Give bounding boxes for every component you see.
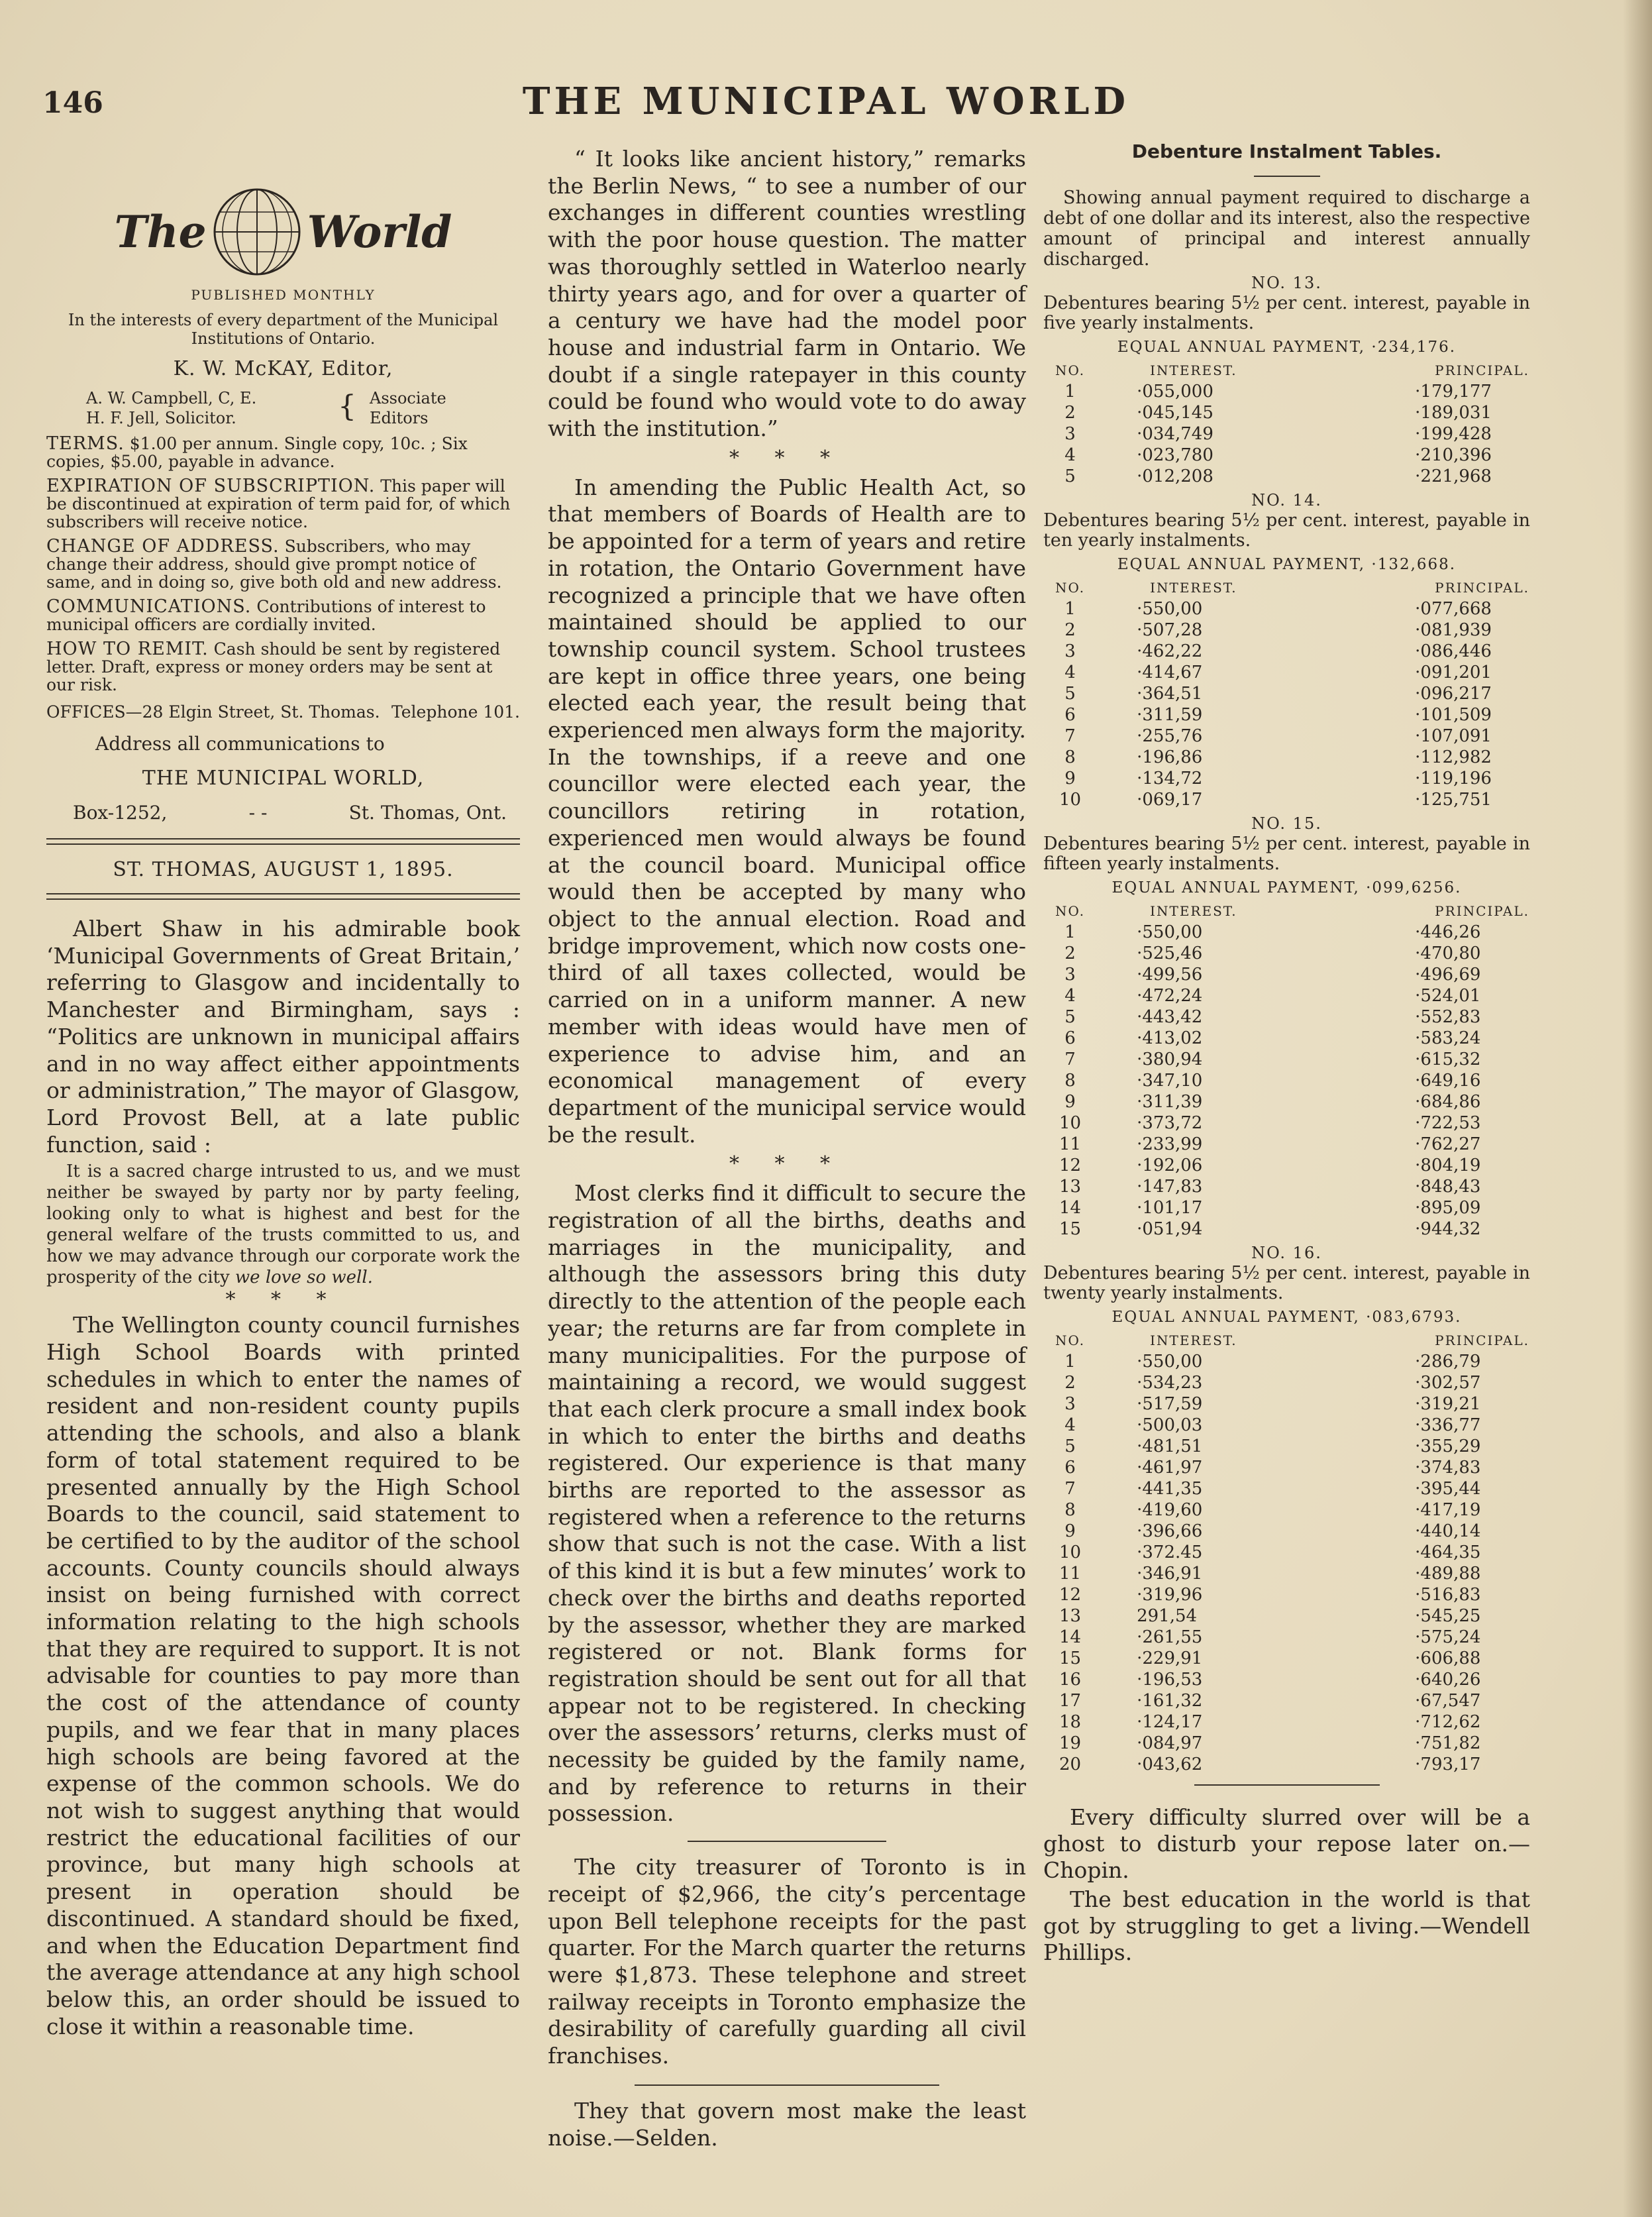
row-interest: ·069,17 — [1137, 790, 1203, 810]
bell-quote: It is a sacred charge intrusted to us, and we must neither be swayed by party nor by party feeling, looking only to what is highest and best for the general welfare of the trusts committed to us, and how we may advance through our corporate work the prosperity of the city we love so well. — [46, 1162, 520, 1288]
table-row — [1043, 789, 1530, 810]
page-number: 146 — [42, 86, 103, 120]
table-number: NO. 14. — [1251, 491, 1322, 510]
table-row — [1043, 1478, 1530, 1499]
table-row — [1043, 1218, 1530, 1240]
row-number: 1 — [1064, 922, 1076, 942]
address-name: THE MUNICIPAL WORLD, — [142, 767, 425, 790]
row-number: 6 — [1064, 1458, 1076, 1478]
header-no: NO. — [1055, 903, 1086, 919]
associate-role: Associate — [370, 389, 446, 407]
equal-annual-payment: EQUAL ANNUAL PAYMENT, ·132,668. — [1117, 556, 1457, 573]
selden-paragraph: They that govern most make the least noise.—Selden. — [548, 2097, 1026, 2151]
table-row — [1043, 1028, 1530, 1049]
row-interest: ·499,56 — [1137, 965, 1203, 985]
communications-notice: COMMUNICATIONS. Contributions of interest to municipal officers are cordially invited. — [46, 596, 486, 634]
row-principal: ·464,35 — [1415, 1542, 1481, 1562]
table-row — [1043, 1091, 1530, 1112]
row-number: 19 — [1059, 1733, 1082, 1753]
row-principal: ·793,17 — [1415, 1755, 1481, 1774]
table-row — [1043, 1372, 1530, 1393]
row-number: 5 — [1064, 1436, 1076, 1456]
table-row — [1043, 1499, 1530, 1521]
table-row — [1043, 1197, 1530, 1218]
row-interest: ·550,00 — [1137, 922, 1203, 942]
table-row — [1043, 1134, 1530, 1155]
row-number: 16 — [1059, 1670, 1082, 1690]
logo-word-world: World — [307, 206, 452, 258]
box-line: Box-1252, - - St. Thomas, Ont. — [73, 802, 507, 824]
row-interest: ·034,749 — [1137, 424, 1213, 444]
wellington-article — [46, 1312, 520, 2040]
row-principal: ·125,751 — [1415, 790, 1492, 810]
row-principal: ·119,196 — [1415, 769, 1492, 788]
row-number: 6 — [1064, 705, 1076, 725]
debenture-tables — [1043, 274, 1530, 1775]
row-number: 13 — [1059, 1177, 1082, 1197]
table-header-row — [1043, 360, 1530, 381]
table-row — [1043, 1690, 1530, 1711]
row-number: 2 — [1064, 1373, 1076, 1393]
table-row — [1043, 445, 1530, 466]
table-header-row — [1043, 1330, 1530, 1351]
phillips-quote: The best education in the world is that got by struggling to get a living.—Wendell Phillips. — [1043, 1886, 1530, 1965]
public-health-paragraph: In amending the Public Health Act, so that members of Boards of Health are to be appointed for a term of years and retire in rotation, the Ontario Government have recognized a principle that we have often maintained should be applied to our township council system. School trustees are kept in office three years, one being elected each year, the result being that experienced men always form the majority. In the townships, if a reeve and one councillor were elected each year, the councillors retiring in rotation, experienced men would always be found at the council board. Municipal office would then be accepted by many who object to the annual election. Road and bridge improvement, which now costs one-third of all taxes collected, would be carried on in a uniform manner. A new member with ideas would have men of experience to advise him, and an economical management of every department of the municipal service would be the result. — [548, 474, 1026, 1148]
row-principal: ·712,62 — [1415, 1712, 1481, 1732]
row-interest: ·481,51 — [1137, 1436, 1203, 1456]
row-principal: ·112,982 — [1415, 747, 1492, 767]
table-row — [1043, 964, 1530, 985]
row-interest: ·255,76 — [1137, 726, 1203, 746]
globe-icon — [211, 186, 303, 278]
section-stars: * * * — [729, 446, 845, 470]
row-number: 7 — [1064, 1050, 1076, 1069]
table-header-row — [1043, 577, 1530, 598]
running-title: THE MUNICIPAL WORLD — [522, 80, 1130, 123]
row-interest: ·192,06 — [1137, 1156, 1203, 1175]
page-gutter-shadow — [1623, 0, 1652, 2217]
debenture-table — [1043, 1330, 1530, 1775]
row-interest: ·441,35 — [1137, 1479, 1203, 1499]
row-principal: ·649,16 — [1415, 1071, 1481, 1091]
registration-article — [548, 1180, 1026, 1827]
row-number: 12 — [1059, 1156, 1082, 1175]
table-row — [1043, 1393, 1530, 1415]
masthead-interests: In the interests of every department of the Municipal Institutions of Ontario. — [68, 311, 499, 348]
row-number: 8 — [1064, 747, 1076, 767]
row-principal: ·848,43 — [1415, 1177, 1481, 1197]
table-row — [1043, 747, 1530, 768]
table-row — [1043, 1605, 1530, 1627]
row-number: 2 — [1064, 944, 1076, 963]
row-principal: ·374,83 — [1415, 1458, 1481, 1478]
row-principal: ·199,428 — [1415, 424, 1492, 444]
table-row — [1043, 1627, 1530, 1648]
row-interest: ·051,94 — [1137, 1219, 1203, 1239]
row-number: 4 — [1064, 445, 1076, 465]
associate-editor-1: A. W. Campbell, C, E. — [86, 389, 257, 407]
row-principal: ·516,83 — [1415, 1585, 1481, 1605]
row-principal: ·944,32 — [1415, 1219, 1481, 1239]
section-rule — [1194, 1784, 1380, 1786]
table-number: NO. 15. — [1251, 814, 1322, 833]
table-row — [1043, 402, 1530, 423]
row-principal: ·286,79 — [1415, 1352, 1481, 1372]
row-number: 1 — [1064, 599, 1076, 619]
row-principal: ·355,29 — [1415, 1436, 1481, 1456]
table-row — [1043, 1648, 1530, 1669]
heading-rule — [1254, 176, 1320, 177]
row-interest: ·233,99 — [1137, 1134, 1203, 1154]
row-principal: ·096,217 — [1415, 684, 1492, 704]
row-principal: ·545,25 — [1415, 1606, 1481, 1626]
row-interest: ·124,17 — [1137, 1712, 1203, 1732]
row-interest: ·534,23 — [1137, 1373, 1203, 1393]
section-stars: * * * — [225, 1288, 341, 1312]
row-interest: ·364,51 — [1137, 684, 1203, 704]
wellington-paragraph: The Wellington county council furnishes High School Boards with printed schedules in which to enter the names of resident and non-resident county pupils attending the schools, and also a blank form of total statement required to be presented annually by the High School Boards to the council, said statement to be certified to by the auditor of the school accounts. County councils should always insist on being furnished with correct information relating to the high schools that they are required to support. It is not advisable for counties to pay more than the cost of the attendance of county pupils, and we fear that in many places high schools are being favored at the expense of the common schools. We do not wish to suggest anything that would restrict the educational facilities of our province, but many high schools at present in operation should be discontinued. A standard should be fixed, and when the Education Department find the average attendance at any high school below this, an order should be issued to close it within a reasonable time. — [46, 1312, 520, 2039]
row-principal: ·489,88 — [1415, 1564, 1481, 1584]
row-interest: ·472,24 — [1137, 986, 1203, 1006]
row-principal: ·107,091 — [1415, 726, 1492, 746]
public-health-article — [548, 474, 1026, 1149]
row-principal: ·470,80 — [1415, 944, 1481, 963]
row-number: 6 — [1064, 1028, 1076, 1048]
header-no: NO. — [1055, 580, 1086, 596]
row-interest: ·045,145 — [1137, 403, 1213, 423]
row-interest: ·500,03 — [1137, 1415, 1203, 1435]
header-no: NO. — [1055, 362, 1086, 378]
table-row — [1043, 1584, 1530, 1605]
row-interest: ·311,59 — [1137, 705, 1203, 725]
table-row — [1043, 662, 1530, 683]
shaw-paragraph: Albert Shaw in his admirable book ‘Municipal Governments of Great Britain,’ referring to Glasgow and incidentally to Manchester and Birmingham, says : “Politics are unknown in municipal affairs and in no way affect either appointments or administration,” The mayor of Glasgow, Lord Provost Bell, at a late public function, said : — [46, 916, 520, 1158]
row-number: 9 — [1064, 1521, 1076, 1541]
row-interest: ·550,00 — [1137, 1352, 1203, 1372]
row-number: 4 — [1064, 1415, 1076, 1435]
terms-notice: TERMS. $1.00 per annum. Single copy, 10c. ; Six copies, $5.00, payable in advance. — [46, 433, 468, 471]
row-interest: ·229,91 — [1137, 1649, 1203, 1668]
editor-line: K. W. McKAY, Editor, — [173, 357, 393, 380]
masthead-rule — [46, 838, 520, 845]
section-stars: * * * — [729, 1152, 845, 1176]
table-row — [1043, 1049, 1530, 1070]
table-row — [1043, 641, 1530, 662]
associate-editor-2: H. F. Jell, Solicitor. — [86, 409, 236, 427]
row-number: 4 — [1064, 663, 1076, 682]
row-principal: ·395,44 — [1415, 1479, 1481, 1499]
table-number: NO. 13. — [1251, 274, 1322, 292]
row-interest: ·311,39 — [1137, 1092, 1203, 1112]
row-interest: ·196,86 — [1137, 747, 1203, 767]
row-principal: ·524,01 — [1415, 986, 1481, 1006]
row-principal: ·575,24 — [1415, 1627, 1481, 1647]
row-principal: ·417,19 — [1415, 1500, 1481, 1520]
row-number: 1 — [1064, 382, 1076, 402]
equal-annual-payment: EQUAL ANNUAL PAYMENT, ·099,6256. — [1111, 879, 1462, 896]
debenture-table — [1043, 577, 1530, 810]
table-description: Debentures bearing 5½ per cent. interest, payable in fifteen yearly instalments. — [1043, 834, 1530, 874]
row-number: 3 — [1064, 641, 1076, 661]
row-number: 7 — [1064, 726, 1076, 746]
header-principal: PRINCIPAL. — [1435, 1332, 1529, 1348]
row-interest: ·346,91 — [1137, 1564, 1203, 1584]
debenture-table — [1043, 360, 1530, 487]
table-row — [1043, 1669, 1530, 1690]
row-number: 11 — [1059, 1134, 1082, 1154]
associate-editors — [46, 388, 520, 428]
row-interest: ·261,55 — [1137, 1627, 1203, 1647]
debenture-table — [1043, 900, 1530, 1240]
row-interest: ·012,208 — [1137, 466, 1213, 486]
row-interest: ·196,53 — [1137, 1670, 1203, 1690]
row-interest: ·414,67 — [1137, 663, 1203, 682]
row-interest: ·380,94 — [1137, 1050, 1203, 1069]
toronto-article — [548, 1854, 1026, 2070]
selden-quote — [548, 2098, 1026, 2151]
row-interest: ·043,62 — [1137, 1755, 1203, 1774]
row-principal: ·189,031 — [1415, 403, 1492, 423]
row-number: 11 — [1059, 1564, 1082, 1584]
table-row — [1043, 922, 1530, 943]
column-middle — [548, 146, 1026, 2151]
table-description: Debentures bearing 5½ per cent. interest, payable in ten yearly instalments. — [1043, 510, 1530, 551]
table-row — [1043, 381, 1530, 402]
row-interest: ·462,22 — [1137, 641, 1203, 661]
table-row — [1043, 768, 1530, 789]
closing-quotes — [1043, 1804, 1530, 1966]
table-row — [1043, 423, 1530, 445]
row-interest: ·517,59 — [1137, 1394, 1203, 1414]
row-interest: ·147,83 — [1137, 1177, 1203, 1197]
remit-notice: HOW TO REMIT. Cash should be sent by registered letter. Draft, express or money orders may be sent at our risk. — [46, 639, 501, 694]
row-number: 9 — [1064, 1092, 1076, 1112]
row-principal: ·804,19 — [1415, 1156, 1481, 1175]
row-number: 13 — [1059, 1606, 1082, 1626]
header-principal: PRINCIPAL. — [1435, 362, 1529, 378]
dateline-rule — [46, 893, 520, 900]
table-row — [1043, 1542, 1530, 1563]
row-principal: ·552,83 — [1415, 1007, 1481, 1027]
row-interest: ·319,96 — [1137, 1585, 1203, 1605]
row-principal: ·722,53 — [1415, 1113, 1481, 1133]
row-principal: ·077,668 — [1415, 599, 1492, 619]
row-principal: ·221,968 — [1415, 466, 1492, 486]
header-interest: INTEREST. — [1150, 1332, 1237, 1348]
row-number: 8 — [1064, 1071, 1076, 1091]
berlin-paragraph: “ It looks like ancient history,” remarks the Berlin News, “ to see a number of our exchanges in different counties wrestling with the poor house question. The matter was thoroughly settled in Waterloo nearly thirty years ago, and for over a quarter of a century we have had the model poor house and industrial farm in Ontario. We doubt if a single ratepayer in this county could be found who would vote to do away with the institution.” — [548, 146, 1026, 442]
row-number: 8 — [1064, 1500, 1076, 1520]
row-number: 10 — [1059, 790, 1082, 810]
debenture-heading: Debenture Instalment Tables. — [1131, 140, 1442, 162]
row-number: 20 — [1059, 1755, 1082, 1774]
row-interest: ·055,000 — [1137, 382, 1213, 402]
row-number: 3 — [1064, 965, 1076, 985]
row-number: 14 — [1059, 1198, 1082, 1218]
row-interest: ·101,17 — [1137, 1198, 1203, 1218]
row-interest: ·373,72 — [1137, 1113, 1203, 1133]
row-principal: ·440,14 — [1415, 1521, 1481, 1541]
chopin-quote: Every difficulty slurred over will be a ghost to disturb your repose later on.—Chopin. — [1043, 1804, 1530, 1883]
row-number: 18 — [1059, 1712, 1082, 1732]
table-row — [1043, 1457, 1530, 1478]
row-interest: ·550,00 — [1137, 599, 1203, 619]
offices-line: OFFICES—28 Elgin Street, St. Thomas. Telephone 101. — [46, 702, 520, 722]
table-row — [1043, 1006, 1530, 1028]
row-number: 4 — [1064, 986, 1076, 1006]
row-number: 5 — [1064, 466, 1076, 486]
header-principal: PRINCIPAL. — [1435, 903, 1529, 919]
row-principal: ·496,69 — [1415, 965, 1481, 985]
row-principal: ·67,547 — [1415, 1691, 1481, 1711]
table-row — [1043, 1711, 1530, 1733]
table-row — [1043, 1176, 1530, 1197]
table-row — [1043, 1070, 1530, 1091]
row-interest: ·507,28 — [1137, 620, 1203, 640]
row-interest: ·443,42 — [1137, 1007, 1203, 1027]
row-principal: ·336,77 — [1415, 1415, 1481, 1435]
row-principal: ·086,446 — [1415, 641, 1492, 661]
table-row — [1043, 466, 1530, 487]
row-interest: ·347,10 — [1137, 1071, 1203, 1091]
header-interest: INTEREST. — [1150, 362, 1237, 378]
table-row — [1043, 598, 1530, 620]
row-interest: ·023,780 — [1137, 445, 1213, 465]
row-principal: ·091,201 — [1415, 663, 1492, 682]
row-interest: ·525,46 — [1137, 944, 1203, 963]
row-interest: ·084,97 — [1137, 1733, 1203, 1753]
row-number: 5 — [1064, 1007, 1076, 1027]
row-principal: ·101,509 — [1415, 705, 1492, 725]
row-principal: ·081,939 — [1415, 620, 1492, 640]
row-number: 10 — [1059, 1542, 1082, 1562]
published-monthly: PUBLISHED MONTHLY — [191, 287, 376, 303]
row-principal: ·762,27 — [1415, 1134, 1481, 1154]
row-principal: ·179,177 — [1415, 382, 1492, 402]
table-row — [1043, 1112, 1530, 1134]
toronto-paragraph: The city treasurer of Toronto is in receipt of $2,966, the city’s percentage upon Bell telephone receipts for the past quarter. For the March quarter the returns were $1,873. These telephone and street railway receipts in Toronto emphasize the desirability of carefully guarding all civil franchises. — [548, 1854, 1026, 2069]
row-number: 12 — [1059, 1585, 1082, 1605]
table-row — [1043, 1563, 1530, 1584]
row-principal: ·302,57 — [1415, 1373, 1481, 1393]
row-number: 2 — [1064, 620, 1076, 640]
table-description: Debentures bearing 5½ per cent. interest, payable in twenty yearly instalments. — [1043, 1263, 1530, 1303]
header-interest: INTEREST. — [1150, 580, 1237, 596]
row-principal: ·640,26 — [1415, 1670, 1481, 1690]
row-interest: ·372.45 — [1137, 1542, 1203, 1562]
row-number: 5 — [1064, 684, 1076, 704]
table-row — [1043, 1436, 1530, 1457]
column-left — [46, 136, 520, 2040]
table-row — [1043, 1754, 1530, 1775]
equal-annual-payment: EQUAL ANNUAL PAYMENT, ·234,176. — [1117, 339, 1457, 356]
row-principal: ·684,86 — [1415, 1092, 1481, 1112]
table-header-row — [1043, 900, 1530, 922]
row-principal: ·751,82 — [1415, 1733, 1481, 1753]
editors-role: Editors — [370, 409, 429, 427]
berlin-news-article — [548, 146, 1026, 443]
section-rule — [635, 2084, 939, 2086]
row-interest: ·461,97 — [1137, 1458, 1203, 1478]
equal-annual-payment: EQUAL ANNUAL PAYMENT, ·083,6793. — [1111, 1309, 1462, 1326]
expiration-notice: EXPIRATION OF SUBSCRIPTION. This paper will be discontinued at expiration of term paid for, of which subscribers will receive notice. — [46, 476, 511, 531]
row-interest: ·419,60 — [1137, 1500, 1203, 1520]
table-row — [1043, 1733, 1530, 1754]
table-row — [1043, 704, 1530, 726]
address-line: Address all communications to — [95, 733, 385, 755]
row-number: 10 — [1059, 1113, 1082, 1133]
row-number: 14 — [1059, 1627, 1082, 1647]
table-row — [1043, 620, 1530, 641]
row-principal: ·895,09 — [1415, 1198, 1481, 1218]
row-interest: 291,54 — [1137, 1606, 1198, 1626]
row-number: 17 — [1059, 1691, 1082, 1711]
header-interest: INTEREST. — [1150, 903, 1237, 919]
row-principal: ·446,26 — [1415, 922, 1481, 942]
row-interest: ·134,72 — [1137, 769, 1203, 788]
row-number: 7 — [1064, 1479, 1076, 1499]
table-row — [1043, 1415, 1530, 1436]
change-address-notice: CHANGE OF ADDRESS. Subscribers, who may change their address, should give prompt notice of same, and in doing so, give both old and new address. — [46, 536, 502, 592]
table-number: NO. 16. — [1251, 1244, 1322, 1262]
row-number: 9 — [1064, 769, 1076, 788]
row-principal: ·583,24 — [1415, 1028, 1481, 1048]
brace-mark: { — [338, 390, 356, 423]
table-row — [1043, 943, 1530, 964]
table-row — [1043, 726, 1530, 747]
logo-word-the: The — [114, 206, 207, 258]
table-row — [1043, 1155, 1530, 1176]
header-no: NO. — [1055, 1332, 1086, 1348]
row-number: 15 — [1059, 1649, 1082, 1668]
row-number: 3 — [1064, 424, 1076, 444]
column-right — [1043, 140, 1530, 1969]
row-principal: ·615,32 — [1415, 1050, 1481, 1069]
row-interest: ·161,32 — [1137, 1691, 1203, 1711]
debenture-intro: Showing annual payment required to discharge a debt of one dollar and its interest, also the respective amount of principal and interest annually discharged. — [1043, 188, 1530, 270]
table-row — [1043, 683, 1530, 704]
shaw-article — [46, 916, 520, 1158]
section-rule — [688, 1841, 886, 1842]
table-row — [1043, 1521, 1530, 1542]
row-principal: ·319,21 — [1415, 1394, 1481, 1414]
table-row — [1043, 985, 1530, 1006]
dateline: ST. THOMAS, AUGUST 1, 1895. — [113, 858, 454, 881]
row-principal: ·606,88 — [1415, 1649, 1481, 1668]
row-interest: ·396,66 — [1137, 1521, 1203, 1541]
table-description: Debentures bearing 5½ per cent. interest, payable in five yearly instalments. — [1043, 293, 1530, 333]
row-number: 2 — [1064, 403, 1076, 423]
row-interest: ·413,02 — [1137, 1028, 1203, 1048]
row-number: 3 — [1064, 1394, 1076, 1414]
row-principal: ·210,396 — [1415, 445, 1492, 465]
row-number: 1 — [1064, 1352, 1076, 1372]
table-row — [1043, 1351, 1530, 1372]
registration-paragraph: Most clerks find it difficult to secure the registration of all the births, deaths and marriages in the municipality, and although the assessors bring this duty directly to the attention of the people each year; the returns are far from complete in many municipalities. For the purpose of maintaining a record, we would suggest that each clerk procure a small index book in which to enter the births and deaths registered. Our experience is that many births are reported to the assessor as registered when a reference to the returns show that such is not the case. With a list of this kind it is but a few minutes’ work to check over the births and deaths reported by the assessor, whether they are marked registered or not. Blank forms for registration should be sent out for all that appear not to be registered. In checking over the assessors’ returns, clerks must of necessity be guided by the family name, and by reference to returns in their possession. — [548, 1180, 1026, 1827]
masthead-logo — [46, 182, 520, 282]
header-principal: PRINCIPAL. — [1435, 580, 1529, 596]
row-number: 15 — [1059, 1219, 1082, 1239]
